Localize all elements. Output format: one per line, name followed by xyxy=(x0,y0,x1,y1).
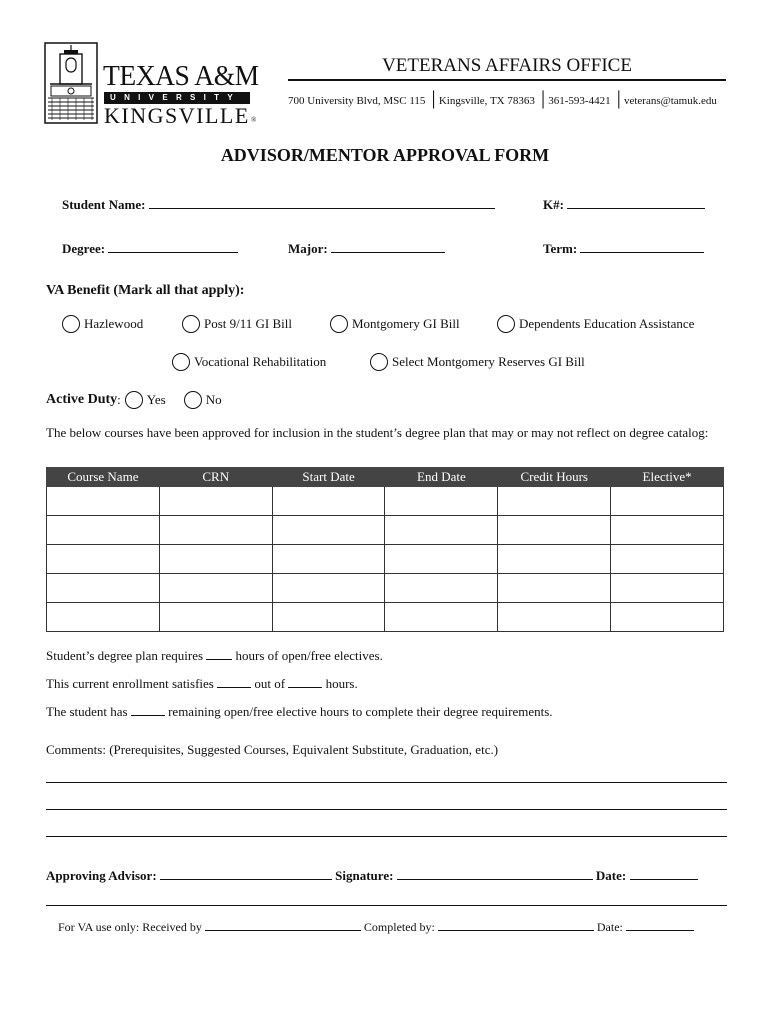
table-cell[interactable] xyxy=(385,545,498,574)
phone: 361-593-4421 xyxy=(548,95,611,107)
out-of-input[interactable] xyxy=(288,675,322,688)
header-end-date: End Date xyxy=(385,468,498,487)
major-label: Major: xyxy=(288,241,328,256)
table-cell[interactable] xyxy=(385,603,498,632)
term-label: Term: xyxy=(543,241,578,256)
table-row xyxy=(47,603,724,632)
satisfies-input[interactable] xyxy=(217,675,251,688)
table-cell[interactable] xyxy=(611,487,724,516)
table-cell[interactable] xyxy=(272,574,385,603)
header-credit-hours: Credit Hours xyxy=(498,468,611,487)
signature-label: Signature: xyxy=(335,868,394,883)
va-date-label: Date: xyxy=(596,920,623,934)
k-number-field xyxy=(543,196,705,213)
header-course-name: Course Name xyxy=(47,468,160,487)
comment-line-3[interactable] xyxy=(46,836,727,837)
option-montgomery[interactable]: Montgomery GI Bill xyxy=(330,315,460,333)
table-cell[interactable] xyxy=(47,603,160,632)
table-cell[interactable] xyxy=(272,487,385,516)
logo-university-bar: UNIVERSITY xyxy=(104,92,250,104)
major-input[interactable] xyxy=(331,240,445,253)
approval-row xyxy=(46,867,698,884)
office-title: VETERANS AFFAIRS OFFICE xyxy=(382,55,632,76)
contact-line: 700 University Blvd, MSC 115 │Kingsville, TX 78363 │361-593-4421 │veterans@tamuk.edu xyxy=(288,92,717,108)
divider-line xyxy=(46,905,727,906)
table-cell[interactable] xyxy=(385,487,498,516)
university-seal-icon xyxy=(44,42,98,124)
va-benefit-heading: VA Benefit (Mark all that apply): xyxy=(46,283,245,298)
table-cell[interactable] xyxy=(159,516,272,545)
statement-remaining: The student has remaining open/free elective hours to complete their degree requirements. xyxy=(46,704,553,719)
radio-circle-icon[interactable] xyxy=(370,353,388,371)
table-row xyxy=(47,516,724,545)
table-cell[interactable] xyxy=(159,545,272,574)
option-dependents[interactable]: Dependents Education Assistance xyxy=(497,315,694,333)
statement-enrollment: This current enrollment satisfies out of hours. xyxy=(46,676,358,691)
active-duty-label: Active Duty xyxy=(46,392,118,407)
student-name-field xyxy=(62,196,495,213)
received-by-label: For VA use only: Received by xyxy=(58,920,202,934)
table-cell[interactable] xyxy=(272,545,385,574)
active-duty-row: Active Duty : Yes No xyxy=(46,392,222,407)
table-cell[interactable] xyxy=(611,603,724,632)
table-cell[interactable] xyxy=(159,574,272,603)
table-cell[interactable] xyxy=(47,574,160,603)
comments-label: Comments: (Prerequisites, Suggested Courses, Equivalent Substitute, Graduation, etc.) xyxy=(46,742,499,757)
courses-intro: The below courses have been approved for inclusion in the student’s degree plan that may or may not reflect on degree catalog: xyxy=(46,425,709,440)
header-crn: CRN xyxy=(159,468,272,487)
table-row xyxy=(47,545,724,574)
table-cell[interactable] xyxy=(159,603,272,632)
radio-circle-icon[interactable] xyxy=(182,315,200,333)
degree-label: Degree: xyxy=(62,241,106,256)
table-cell[interactable] xyxy=(272,516,385,545)
signature-input[interactable] xyxy=(397,867,593,880)
header-elective: Elective* xyxy=(611,468,724,487)
radio-circle-icon[interactable] xyxy=(497,315,515,333)
date-label: Date: xyxy=(595,868,627,883)
va-use-row xyxy=(58,920,694,935)
student-name-label: Student Name: xyxy=(62,197,146,212)
approving-advisor-label: Approving Advisor: xyxy=(46,868,157,883)
required-hours-input[interactable] xyxy=(206,647,232,660)
table-cell[interactable] xyxy=(385,516,498,545)
degree-field xyxy=(62,240,238,257)
k-number-label: K#: xyxy=(543,197,564,212)
comment-line-2[interactable] xyxy=(46,809,727,810)
radio-circle-icon[interactable] xyxy=(184,391,202,409)
term-field xyxy=(543,240,704,257)
table-header-row xyxy=(47,468,724,487)
table-cell[interactable] xyxy=(47,545,160,574)
date-input[interactable] xyxy=(630,867,698,880)
logo-kingsville: KINGSVILLE xyxy=(104,103,250,128)
radio-circle-icon[interactable] xyxy=(125,391,143,409)
option-vocational[interactable]: Vocational Rehabilitation xyxy=(172,353,326,371)
table-cell[interactable] xyxy=(47,487,160,516)
address: 700 University Blvd, MSC 115 xyxy=(288,95,426,107)
table-cell[interactable] xyxy=(611,516,724,545)
radio-circle-icon[interactable] xyxy=(172,353,190,371)
approving-advisor-input[interactable] xyxy=(160,867,332,880)
table-cell[interactable] xyxy=(47,516,160,545)
completed-by-input[interactable] xyxy=(438,920,594,931)
table-cell[interactable] xyxy=(611,545,724,574)
table-cell[interactable] xyxy=(611,574,724,603)
table-cell[interactable] xyxy=(498,545,611,574)
radio-circle-icon[interactable] xyxy=(62,315,80,333)
registered-mark: ® xyxy=(251,116,257,124)
va-date-input[interactable] xyxy=(626,920,694,931)
option-post-911[interactable]: Post 9/11 GI Bill xyxy=(182,315,292,333)
table-row xyxy=(47,487,724,516)
courses-table xyxy=(46,467,724,632)
city: Kingsville, TX 78363 xyxy=(438,95,535,107)
term-input[interactable] xyxy=(580,240,704,253)
active-duty-yes[interactable]: Yes xyxy=(146,392,166,407)
table-cell[interactable] xyxy=(159,487,272,516)
header-start-date: Start Date xyxy=(272,468,385,487)
logo-texas-am: TEXAS A&M xyxy=(103,60,259,92)
table-cell[interactable] xyxy=(498,487,611,516)
active-duty-no[interactable]: No xyxy=(205,392,222,407)
completed-by-label: Completed by: xyxy=(363,920,435,934)
form-title: ADVISOR/MENTOR APPROVAL FORM xyxy=(220,145,550,165)
option-hazlewood[interactable]: Hazlewood xyxy=(62,315,143,333)
table-cell[interactable] xyxy=(498,574,611,603)
email-link[interactable]: veterans@tamuk.edu xyxy=(623,95,717,107)
option-select-montgomery[interactable]: Select Montgomery Reserves GI Bill xyxy=(370,353,585,371)
radio-circle-icon[interactable] xyxy=(330,315,348,333)
remaining-input[interactable] xyxy=(131,703,165,716)
table-cell[interactable] xyxy=(272,603,385,632)
student-name-input[interactable] xyxy=(149,196,495,209)
received-by-input[interactable] xyxy=(205,920,361,931)
table-cell[interactable] xyxy=(385,574,498,603)
table-row xyxy=(47,574,724,603)
k-number-input[interactable] xyxy=(567,196,705,209)
table-cell[interactable] xyxy=(498,516,611,545)
degree-input[interactable] xyxy=(108,240,238,253)
major-field xyxy=(288,240,445,257)
header-rule xyxy=(288,79,726,81)
table-cell[interactable] xyxy=(498,603,611,632)
statement-required-hours: Student’s degree plan requires hours of open/free electives. xyxy=(46,648,383,663)
comment-line-1[interactable] xyxy=(46,782,727,783)
